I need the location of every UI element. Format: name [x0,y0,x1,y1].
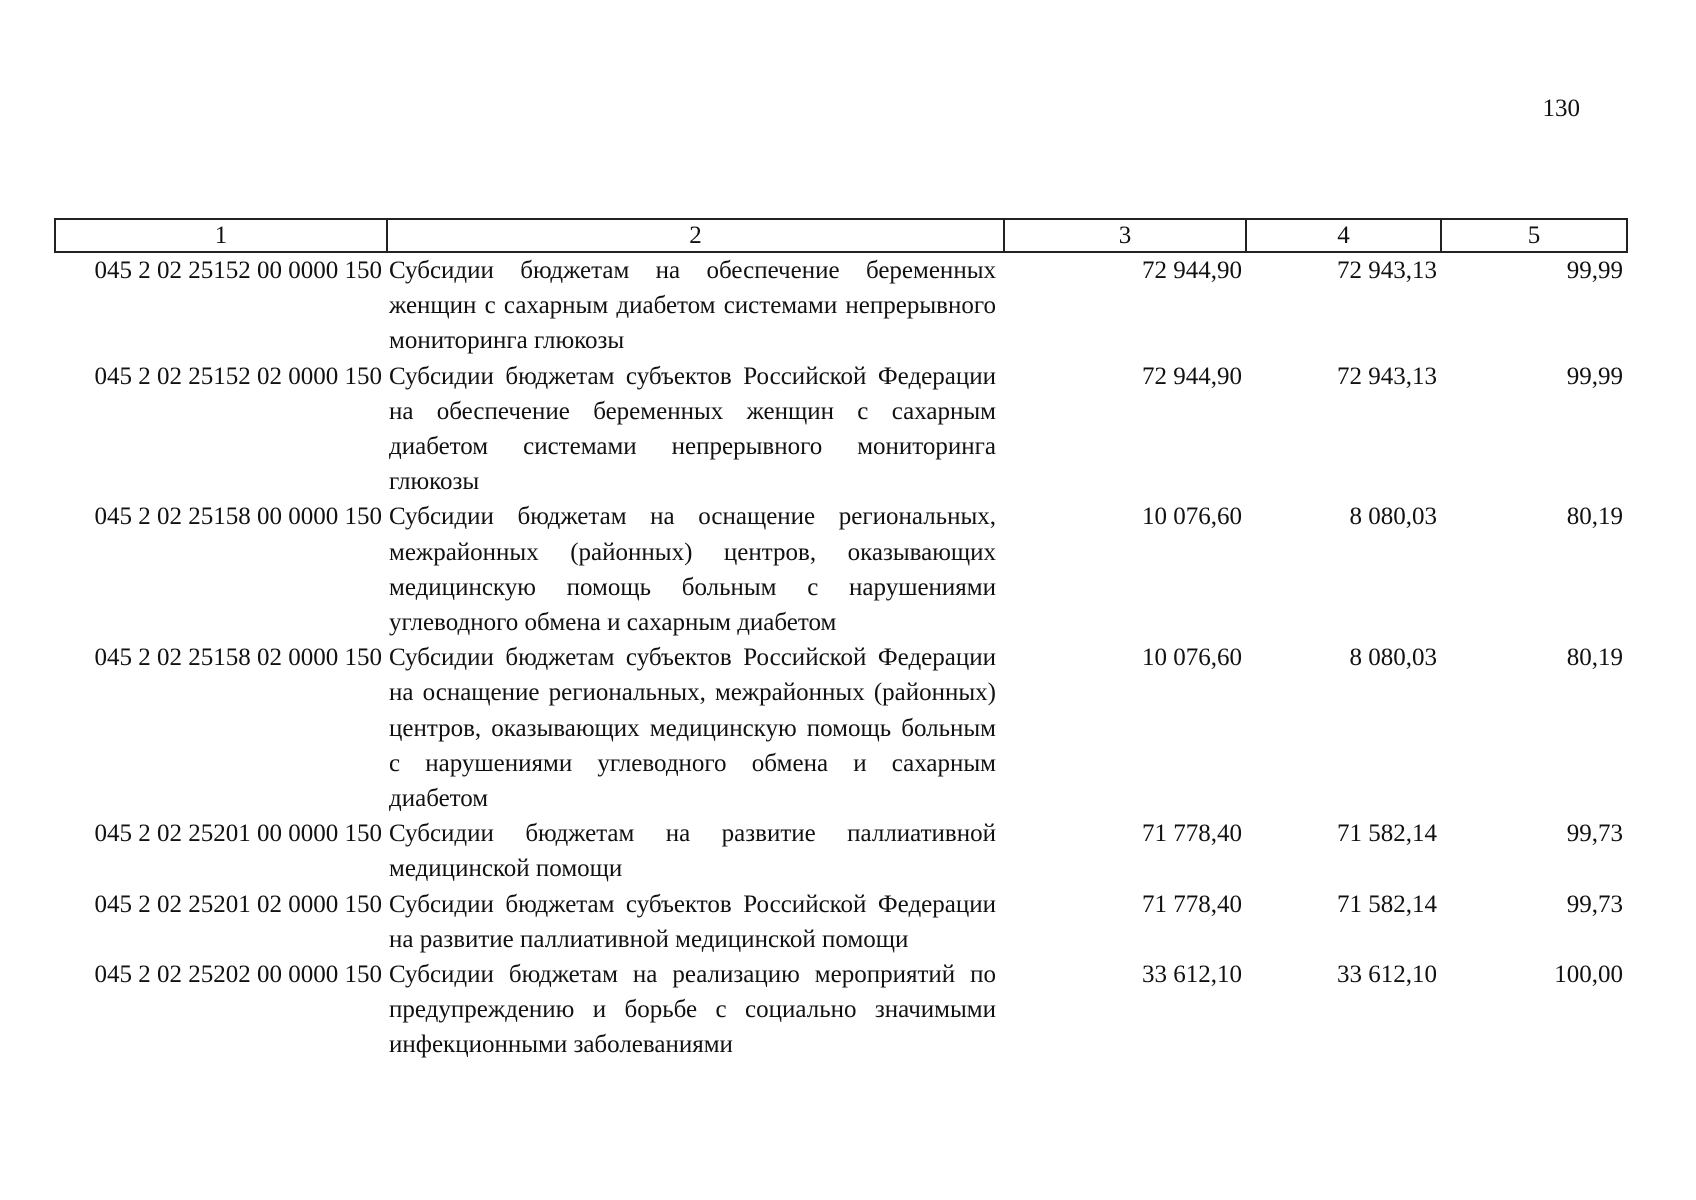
header-col-2: 2 [387,219,1004,252]
percent-col-5: 99,73 [1566,890,1623,918]
income-description: Субсидии бюджетам на реализацию мероприятий по предупреждению и борьбе с социально значимыми инфекционными заболеваниями [389,961,996,1059]
budget-code: 045 2 02 25202 00 0000 150 [94,961,382,989]
table-body [55,252,1627,1063]
amount-col-3: 72 944,90 [1142,257,1242,284]
amount-col-4: 72 943,13 [1337,362,1437,390]
amount-col-4: 72 943,13 [1337,257,1437,284]
percent-col-5: 99,99 [1566,362,1623,390]
income-description: Субсидии бюджетам субъектов Российской Федерации на оснащение региональных, межрайонных (районных) центров, оказывающих медицинскую помощь больным с нарушениями углеводного обмена и сахарным диабетом [389,644,996,813]
income-description: Субсидии бюджетам на обеспечение беременных женщин с сахарным диабетом системами непрерывного мониторинга глюкозы [389,257,996,355]
amount-col-4: 8 080,03 [1349,644,1437,672]
budget-code: 045 2 02 25201 02 0000 150 [94,890,382,918]
amount-col-3: 33 612,10 [1142,961,1242,989]
table-row [55,252,1627,359]
amount-col-4: 8 080,03 [1349,503,1437,531]
income-description: Субсидии бюджетам на развитие паллиативной медицинской помощи [389,820,996,883]
percent-col-5: 80,19 [1566,503,1623,531]
percent-col-5: 99,99 [1566,257,1623,284]
amount-col-4: 71 582,14 [1337,820,1437,848]
income-description: Субсидии бюджетам на оснащение региональных, межрайонных (районных) центров, оказывающих медицинскую помощь больным с нарушениями углеводного обмена и сахарным диабетом [389,503,996,637]
amount-col-3: 71 778,40 [1142,820,1242,848]
percent-col-5: 100,00 [1554,961,1623,989]
table-row [55,499,1627,640]
table-row [55,640,1627,816]
header-row [55,219,1627,252]
header-col-4: 4 [1246,219,1441,252]
income-description: Субсидии бюджетам субъектов Российской Федерации на развитие паллиативной медицинской помощи [389,890,996,953]
table-header [55,219,1627,252]
header-col-3: 3 [1004,219,1246,252]
budget-code: 045 2 02 25201 00 0000 150 [94,820,382,848]
table-row [55,816,1627,886]
table-row [55,887,1627,957]
percent-col-5: 80,19 [1566,644,1623,672]
amount-col-3: 10 076,60 [1142,503,1242,531]
budget-code: 045 2 02 25158 02 0000 150 [94,644,382,672]
header-col-5: 5 [1441,219,1627,252]
percent-col-5: 99,73 [1566,820,1623,848]
budget-table [54,218,1628,1063]
amount-col-4: 71 582,14 [1337,890,1437,918]
table-row [55,957,1627,1063]
income-description: Субсидии бюджетам субъектов Российской Федерации на обеспечение беременных женщин с сахарным диабетом системами непрерывного мониторинга глюкозы [389,362,996,496]
amount-col-3: 71 778,40 [1142,890,1242,918]
budget-code: 045 2 02 25158 00 0000 150 [94,503,382,531]
budget-code: 045 2 02 25152 02 0000 150 [94,362,382,390]
page-number: 130 [1542,95,1580,122]
header-col-1: 1 [55,219,387,252]
budget-code: 045 2 02 25152 00 0000 150 [94,257,382,284]
table-row [55,359,1627,500]
amount-col-3: 10 076,60 [1142,644,1242,672]
amount-col-4: 33 612,10 [1337,961,1437,989]
amount-col-3: 72 944,90 [1142,362,1242,390]
